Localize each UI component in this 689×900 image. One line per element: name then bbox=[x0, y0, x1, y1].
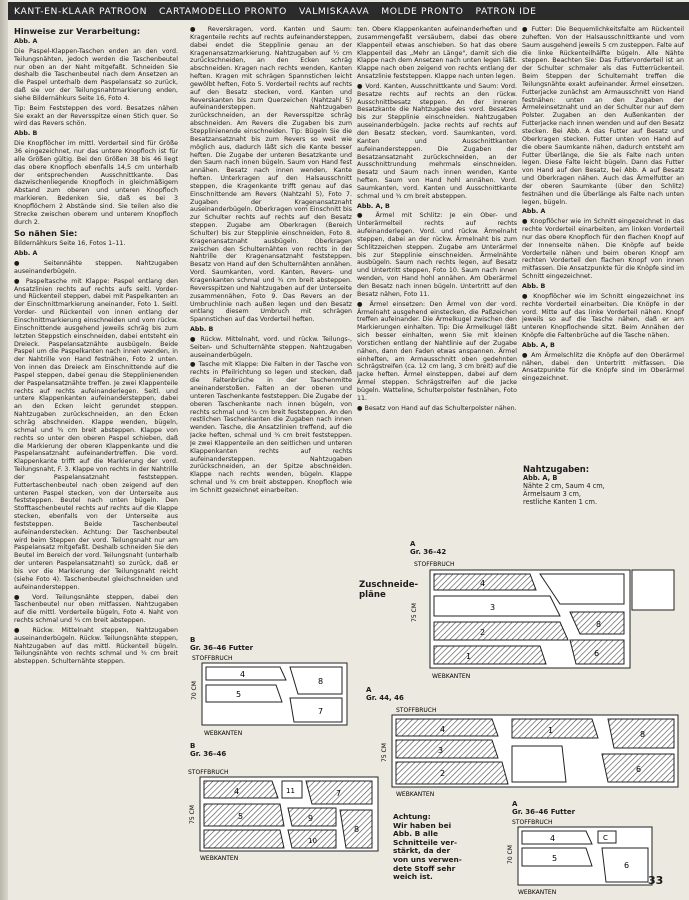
piece-number: C bbox=[603, 834, 608, 842]
column-4 bbox=[522, 26, 684, 474]
abb-a-label: Abb. A bbox=[14, 38, 38, 45]
diagram-letter: A bbox=[366, 686, 372, 694]
cutting-layout-a-44-46 bbox=[352, 706, 684, 798]
paragraph: Die Knopflöcher im mittl. Vorderteil sind für Größe 36 eingezeichnet, nur das untere Knopfloch ist für alle Größen gültig. Bei den Größen 38 bis 46 liegt das obere Knopfloch ebenfalls 14,5 cm unterhalb der entsprechenden Ausschnittkante. Das dazwischenliegende Knopfloch in gleichmäßigem Abstand zum oberen und unteren Knopfloch markieren. Bedenken Sie, daß es bei 3 Knopflöchern 2 Abstände sind. Sie teilen also die Strecke zwischen oberem und unterem Knopfloch durch 2. bbox=[14, 140, 178, 226]
diagram-label bbox=[512, 800, 575, 816]
paragraph: ● Futter: Die Bequemlichkeitsfalte am Rückenteil zuheften. Von der Halsausschnittkante und vom Saum ausgehend jeweils 5 cm zusteppen. Falte auf die linke Rückenteilhälfte bügeln. Alle Nähte steppen. Beachten Sie: Das Futtervorderteil ist an der Schulter schmaler als das Futterrückenteil. Beim Steppen der Schulternaht treffen die Teilungsnähte exakt aufeinander. Ärmel einsetzen. Futterjacke zunächst am Armausschnitt von Hand festnähen: unten an den Zugaben der Ärmeleinsetznaht und an der Schulter nur auf dem Polster. Zugaben an den Außenkanten der Futterjacke nach innen wenden und auf den Besatz stecken. Bei Abb. A das Futter auf Besatz und Oberkragen stecken. Futter unten von Hand auf die obere Saumkante nähen, dadurch entsteht am Futter Überlänge, die Sie als Falte nach unten legen. Diese Falte leicht bügeln. Dann das Futter von Hand auf den Besatz, bei Abb. A auf Besatz und Oberkragen nähen. Auch das Ärmelfutter an der oberen Saumkante (über den Schlitz) festnähen und die Überlänge als Falte nach unten legen, bügeln. bbox=[522, 26, 684, 206]
cutting-layout-b-36-46 bbox=[186, 768, 382, 862]
note-line: Schnitteile ver- bbox=[393, 837, 458, 847]
width-label: 75 CM bbox=[411, 603, 418, 622]
diagram-size: Gr. 36–42 bbox=[410, 548, 447, 556]
selvage-label: WEBKANTEN bbox=[204, 730, 243, 737]
note-line: stärkt, da der bbox=[393, 846, 451, 856]
piece-number: 6 bbox=[594, 649, 600, 658]
nahtzugaben-line: Ärmelsaum 3 cm, bbox=[523, 490, 582, 498]
piece-number: 5 bbox=[238, 812, 244, 821]
header-title-5: PATRON IDE bbox=[475, 5, 537, 17]
piece-number: 8 bbox=[354, 825, 360, 834]
abb-a-label: Abb. A bbox=[522, 208, 546, 216]
paragraph: ● Ärmel mit Schlitz: Je ein Ober- und Unterärmelteil rechts auf rechts aufeinanderlegen. Vord. und rückw. Ärmelnaht steppen, dabei an der rückw. Ärmelnaht bis zum Schlitzzeichen steppen. Zugabe am Unterärmel bis zur Stepplinie einschneiden. Ärmelnähte ausbügeln. Saum nach rechts legen, auf Besatz und Untertritt steppen, Foto 10. Saum nach innen wenden, von Hand hohl annähen. Am Oberärmel den Besatz nach innen bügeln. Untertritt auf den Besatz nähen, Foto 11. bbox=[357, 212, 517, 298]
header-title-4: MOLDE PRONTO bbox=[381, 5, 464, 17]
paragraph: ● Am Ärmelschlitz die Knöpfe auf den Oberärmel nähen, dabei den Untertritt mitfassen. Die Ansatzpunkte für die Knöpfe sind im Oberärmel eingezeichnet. bbox=[522, 351, 684, 383]
piece-number: 4 bbox=[440, 725, 446, 734]
nahtzugaben-line: restliche Kanten 1 cm. bbox=[523, 498, 598, 506]
fold-label: STOFFBRUCH bbox=[192, 655, 233, 662]
diagram-label bbox=[366, 686, 404, 702]
nahtzugaben-abb: Abb. A, B bbox=[523, 474, 558, 482]
piece-number: 11 bbox=[286, 787, 295, 795]
diagram-size: Gr. 36–46 Futter bbox=[190, 644, 254, 652]
section-title: So nähen Sie: bbox=[14, 228, 78, 239]
cutting-layout-b-lining bbox=[190, 654, 350, 738]
piece-number: 1 bbox=[548, 726, 554, 735]
column-1 bbox=[14, 26, 178, 874]
header-title-3: VALMISKAAVA bbox=[299, 5, 370, 17]
piece-number: 1 bbox=[466, 652, 472, 661]
paragraph: Die Paspel-Klappen-Taschen enden an den vord. Teilungsnähten, jedoch werden die Taschenbeutel nur oben an der Naht mitgefaßt. Schneiden Sie deshalb die Taschenbeutel nach dem Ansetzen an die Paspel unterhalb dem Paspelansatz so zurück, daß sie vor der Teilungsnahtmarkierung enden, siehe Bildernähkurs Seite 16, Foto 4. bbox=[14, 47, 178, 102]
selvage-label: WEBKANTEN bbox=[200, 855, 239, 862]
piece-number: 8 bbox=[640, 730, 646, 739]
reference-line: Bildernähkurs Seite 16, Fotos 1–11. bbox=[14, 240, 126, 248]
selvage-label: WEBKANTEN bbox=[396, 791, 435, 798]
piece-number: 2 bbox=[480, 628, 486, 637]
diagram-letter: B bbox=[190, 742, 196, 750]
paragraph: ● Besatz von Hand auf das Schulterpolster nähen. bbox=[357, 404, 517, 412]
paragraph: ● Ärmel einsetzen: Den Ärmel von der vord. Ärmelnaht ausgehend einstecken, die Paßzeichen treffen aufeinander. Die Ärmelkugel zwischen den Markierungen einhalten. Tip: Die Ärmelkugel läßt sich besser einhalten, wenn Sie mit kleinen Vorstichen entlang der Nahtlinie auf der Zugabe nähen, dann den Faden etwas anspannen. Ärmel einheften, am Armausschnitt oben gedehnten Schrägstreifen (ca. 12 cm lang, 3 cm breit) auf die Jacke heften. Ärmel einsteppen, dabei auf dem Ärmel steppen. Schrägstreifen auf die Jacke bügeln. Watteline, Schulterpolster festnähen, Foto 11. bbox=[357, 300, 517, 402]
paragraph: ● Reverskragen, vord. Kanten und Saum: Kragenteile rechts auf rechts aufeinandersteppen, dabei endet die Stepplinie genau an der Kragenansatzmarkierung. Nahtzugaben auf ½ cm zurückschneiden, an den Ecken schräg abschneiden. Kragen nach rechts wenden, Kanten heften. Kragen mit schrägen Spannstichen leicht gewölbt heften, Foto 5. Vorderteil rechts auf rechts auf den Besatz stecken, vord. Kanten und Reverskanten bis zum Querzeichen (Nahtzahl 5) aufeinandersteppen. Nahtzugaben zurückschneiden, an der Reversspitze schräg abschneiden. Am Revers die Zugaben bis zum Stepplinienende einschneiden. Tip: Bügeln Sie die Besatzansatznaht bis zum Revers so weit wie möglich aus, dadurch läßt sich die Kante besser heften. Die Zugabe der unteren Besatzkante und den Saum nach innen bügeln. Saum von Hand fest annähen. Besatz nach innen wenden, Kante heften. Unterkragen auf den Halsausschnitt steppen, die Kragenkante trifft genau auf das Einschnittende am Revers (Nahtzahl 5), Foto 7. Zugaben der Kragenansatznaht auseinanderbügeln. Oberkragen vom Einschnitt bis zur Schulter rechts auf rechts auf den Besatz steppen. Zugabe am Oberkragen (Bereich Schulter) bis zur Stepplinie einschneiden, Foto 8. Kragenansatznaht ausbügeln. Oberkragen zwischen den Schulternähten von rechts in der Nahtrille der Kragenansatznaht feststeppen. Besatz von Hand auf den Schulternähten annähen. Vord. Saumkanten, vord. Kanten, Revers- und Kragenkanten schmal und ¾ cm breit absteppen. Reversspitzen und Nahtzugaben auf der Unterseite zusammennähen, Foto 9. Das Revers an der Umbruchlinie nach außen legen und den Besatz entlang diesem Umbruch mit schrägen Spannstichen auf das Vorderteil heften. bbox=[190, 26, 352, 324]
tip-paragraph: Tip: Beim Feststeppen des vord. Besatzes nähen Sie exakt an der Reversspitze einen Stich quer. So wird das Revers schön. bbox=[14, 104, 178, 128]
width-label: 75 CM bbox=[189, 805, 196, 824]
diagram-letter: A bbox=[410, 540, 416, 548]
abb-ab-label: Abb. A, B bbox=[357, 202, 390, 210]
piece-number: 4 bbox=[234, 787, 240, 796]
selvage-label: WEBKANTEN bbox=[432, 673, 471, 680]
piece-number: 7 bbox=[318, 707, 324, 716]
paragraph: ● Seitennähte steppen. Nahtzugaben auseinanderbügeln. bbox=[14, 260, 178, 275]
column-3 bbox=[357, 26, 517, 418]
diagram-label bbox=[190, 636, 253, 652]
piece-number: 4 bbox=[240, 670, 246, 679]
cutting-layout-a-36-42 bbox=[410, 560, 680, 685]
paragraph: ● Paspeltasche mit Klappe: Paspel entlang den Ansatzlinien rechts auf rechts aufs seitl. Vorder- und Rückenteil steppen, dabei mit Paspelkanten an der Einschnittmarkierung aneinander, Foto 1. Seitl. Vorder- und Rückenteil von innen entlang der Einschnittmarkierung einschneiden und vom rückw. Einschnittende ausgehend jeweils schräg bis zum letzten Steppstich einschneiden, dabei entsteht ein Dreieck. Paspelansatznähte ausbügeln. Beide Paspel um die Paspelkanten nach innen wenden, in der Nahtrille von Hand festnähen, Foto 2 unten. Von innen das Dreieck am Einschnittende auf die Paspel steppen, dabei genau die Stepplinienenden der Paspelansatznähte treffen. Je zwei Klappenteile rechts auf rechts aufeinanderlegen. Seitl. und untere Klappenkanten aufeinandersteppen, dabei an den Ecken leicht gerundet steppen. Nahtzugaben zurückschneiden, an den Ecken schräg abschneiden. Klappe wenden, bügeln, schmal und ¾ cm breit absteppen. Klappe von rechts so unter den oberen Paspel schieben, daß die Markierung der oberen Klappenkante und die Paspelansatznaht aufeinandertreffen. Die vord. Klappenkante trifft auf die Markierung der vord. Teilungsnaht, F. 3. Klappe von rechts in der Nahtrille der Paspelansatznaht feststeppen. Futtertaschenbeutel nach oben zeigend auf den unteren Paspel stecken, von der Unterseite aus feststeppen. Beutel nach unten bügeln. Den Stofftaschenbeutel rechts auf rechts auf die Klappe stecken, ebenfalls von der Unterseite aus feststeppen. Beide Taschenbeutel aufeinanderstecken. Achtung: Der Taschenbeutel wird beim Steppen der vord. Teilungsnaht nur am Paspelansatz mitgefaßt. Deshalb schneiden Sie den Beutel im Bereich der vord. Teilungsnaht (unterhalb der unteren Paspelansatznaht) so zurück, daß er bis vor die Markierung der Teilungsnaht reicht (siehe Foto 4). Taschenbeutel gleichschneiden und aufeinandersteppen. bbox=[14, 277, 178, 591]
paragraph: ● Tasche mit Klappe: Die Falten in der Tasche von rechts in Pfeilrichtung so legen und stecken, daß die Faltenbrüche in der Taschenmitte aneinanderstoßen. Falten an der oberen und unteren Taschenkante feststeppen. Die Zugabe der oberen Taschenkante nach innen bügeln, von rechts schmal und ¾ cm breit feststeppen. An den restlichen Taschenkanten die Zugaben nach innen wenden. Tasche, die Ansatzlinien treffend, auf die Jacke heften, schmal und ¾ cm breit feststeppen. Je zwei Klappenteile an den seitlichen und unteren Klappenkanten rechts auf rechts aufeinandersteppen. Nahtzugaben zurückschneiden, an der Spitze abschneiden. Klappe nach rechts wenden, bügeln. Klappe schmal und ¾ cm breit absteppen. Knopfloch wie im Schnitt gezeichnet einarbeiten. bbox=[190, 361, 352, 494]
note-line: weich ist. bbox=[393, 872, 433, 882]
note-line: dete Stoff sehr bbox=[393, 863, 456, 873]
abb-b-label: Abb. B bbox=[14, 130, 38, 138]
note-line: von uns verwen- bbox=[393, 854, 462, 864]
nahtzugaben-title: Nahtzugaben: bbox=[523, 464, 590, 474]
abb-a-label: Abb. A bbox=[14, 250, 38, 258]
width-label: 75 CM bbox=[381, 743, 388, 762]
section-title: Hinweise zur Verarbeitung: bbox=[14, 26, 141, 36]
selvage-label: WEBKANTEN bbox=[518, 889, 557, 896]
paragraph: ● Vord. Teilungsnähte steppen, dabei den Taschenbeutel nur oben mitfassen. Nahtzugaben auf die mittl. Vorderteile bügeln, Foto 4. Naht von rechts schmal und ¾ cm breit absteppen. bbox=[14, 593, 178, 625]
fold-label: STOFFBRUCH bbox=[414, 561, 455, 568]
note-line: Wir haben bei bbox=[393, 820, 452, 830]
cutting-layout-a-lining bbox=[506, 818, 656, 898]
paragraph: ● Knopflöcher wie im Schnitt eingezeichnet in das rechte Vorderteil einarbeiten, am linken Vorderteil nur das obere Knopfloch für den flachen Knopf auf der Innenseite nähen. Die Knöpfe auf beide Vorderteile nähen und beim oberen Knopf am rechten Vorderteil den flachen Knopf von innen mitfassen. Die Ansatzpunkte für die Knöpfe sind im Schnitt eingezeichnet. bbox=[522, 218, 684, 281]
diagram-label bbox=[190, 742, 226, 758]
column-2 bbox=[190, 26, 352, 654]
note-line: Achtung: bbox=[393, 812, 431, 821]
abb-ab-label: Abb. A, B bbox=[522, 341, 555, 349]
abb-b-label: Abb. B bbox=[522, 283, 546, 290]
piece-number: 8 bbox=[318, 677, 324, 686]
diagram-label bbox=[410, 540, 446, 556]
piece-number: 6 bbox=[624, 861, 630, 870]
nahtzugaben-line: Nähte 2 cm, Saum 4 cm, bbox=[523, 482, 605, 490]
paragraph: ● Rückw. Mittelnaht steppen, Nahtzugaben auseinanderbügeln. Rückw. Teilungsnähte steppen, Nahtzugaben auf das mittl. Rückenteil bügeln. Teilungsnähte von rechts schmal und ¾ cm breit absteppen. Schulternähte steppen. bbox=[14, 626, 178, 666]
page-number: 33 bbox=[648, 874, 664, 887]
header-bar bbox=[8, 2, 689, 20]
piece-number: 2 bbox=[440, 769, 446, 778]
header-title-1: KANT-EN-KLAAR PATROON bbox=[14, 5, 148, 17]
fold-label: STOFFBRUCH bbox=[512, 819, 553, 826]
abb-b-label: Abb. B bbox=[190, 326, 214, 334]
piece-number: 6 bbox=[636, 765, 642, 774]
piece-number: 10 bbox=[308, 837, 317, 845]
zuschneideplaene-title: Zuschneide-pläne bbox=[359, 580, 419, 600]
piece-number: 8 bbox=[596, 620, 602, 629]
header-title-2: CARTAMODELLO PRONTO bbox=[159, 5, 288, 17]
paragraph: ten. Obere Klappenkanten aufeinanderheften und zusammengefaßt versäubern, dabei das obere Klappenteil etwas anschieben. So hat das obere Klappenteil das „Mehr an Länge", damit sich die Klappe nach dem Ansetzen nach unten legen läßt. Klappe nach oben zeigend von rechts entlang der Ansatzlinie feststeppen. Klappe nach unten legen. bbox=[357, 26, 517, 81]
piece-number: 5 bbox=[552, 854, 558, 863]
piece-number: 3 bbox=[438, 746, 444, 755]
diagram-size: Gr. 36–46 bbox=[190, 750, 227, 758]
piece-number: 7 bbox=[336, 789, 342, 798]
diagram-size: Gr. 44, 46 bbox=[366, 694, 404, 702]
diagram-letter: B bbox=[190, 636, 196, 644]
width-label: 70 CM bbox=[507, 845, 514, 864]
piece-number: 3 bbox=[490, 603, 496, 612]
attention-note bbox=[393, 813, 462, 882]
paragraph: ● Knopflöcher wie im Schnitt eingezeichnet ins rechte Vorderteil einarbeiten. Die Knöpfe in der vord. Mitte auf das linke Vorderteil nähen. Knopf jeweils so auf die Tasche nähen, daß er am unteren Knopflochende sitzt. Beim Annähen der Knöpfe die Faltenbrüche auf die Tasche nähen. bbox=[522, 292, 684, 340]
paragraph: ● Vord. Kanten, Ausschnittkante und Saum: Vord. Besatze rechts auf rechts an den rückw. Ausschnittbesatz steppen. An der inneren Besatzkante die Nahtzugabe des vord. Besatzes bis zur Stepplinie einschneiden. Nahtzugaben auseinanderbügeln. Jacke rechts auf rechts auf den Besatz stecken, vord. Saumkanten, vord. Kanten und Ausschnittkanten aufeinandersteppen. Die Zugaben der Besatzansatznaht zurückschneiden, an der Ausschnittrundung mehrmals einschneiden. Besatz und Saum nach innen wenden, Kante heften. Saum von Hand hohl annähen. Vord. Saumkanten, vord. Kanten und Ausschnittkante schmal und ¾ cm breit absteppen. bbox=[357, 82, 517, 200]
note-line: Abb. B alle bbox=[393, 829, 438, 839]
diagram-letter: A bbox=[512, 800, 518, 808]
piece-number: 4 bbox=[480, 579, 486, 588]
nahtzugaben-box bbox=[523, 464, 605, 506]
paragraph: ● Rückw. Mittelnaht, vord. und rückw. Teilungs-, Seiten- und Schulternähte steppen. Nahtzugaben auseinanderbügeln. bbox=[190, 335, 352, 359]
diagram-size: Gr. 36–46 Futter bbox=[512, 808, 576, 816]
piece-number: 4 bbox=[550, 834, 556, 843]
page-edge bbox=[0, 0, 8, 900]
width-label: 70 CM bbox=[191, 681, 198, 700]
piece-number: 5 bbox=[236, 690, 242, 699]
piece-number: 9 bbox=[308, 814, 314, 823]
fold-label: STOFFBRUCH bbox=[396, 707, 437, 714]
fold-label: STOFFBRUCH bbox=[188, 769, 229, 776]
